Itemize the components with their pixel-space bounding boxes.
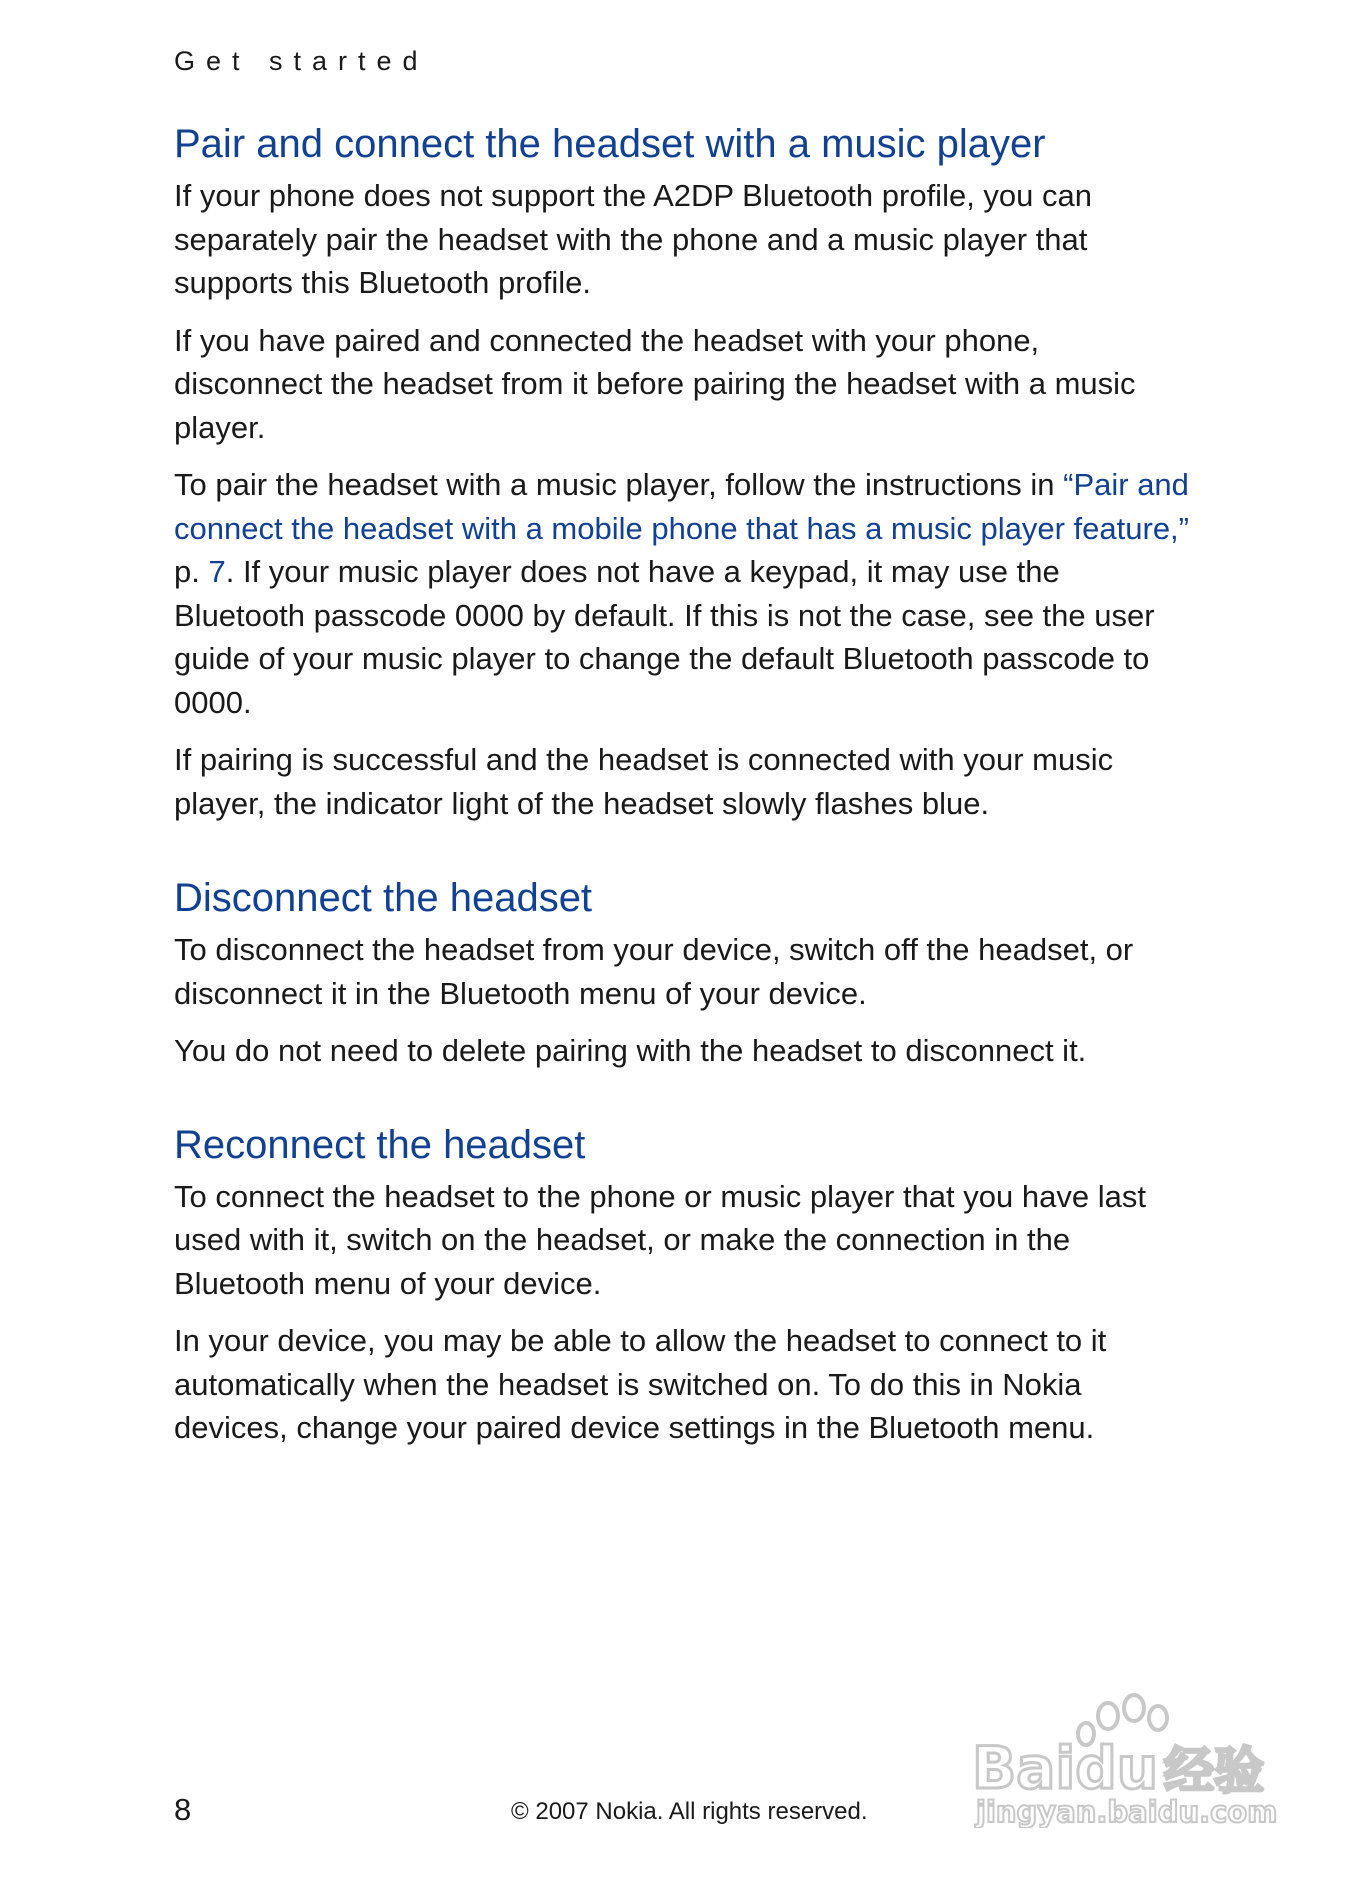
- section-pair-music-player: [174, 118, 1194, 825]
- baidu-jingyan-watermark: [968, 1688, 1288, 1828]
- section-heading: Pair and connect the headset with a music player: [174, 122, 1046, 166]
- paragraph: To connect the headset to the phone or music player that you have last used with it, switch on the headset, or make the connection in the Bluetooth menu of your device.: [174, 1178, 1146, 1301]
- paragraph: If you have paired and connected the headset with your phone, disconnect the headset from it before pairing the headset with a music player.: [174, 322, 1136, 445]
- watermark-brand: Baidu: [972, 1734, 1159, 1802]
- paragraph-text: To pair the headset with a music player, follow the instructions in: [174, 467, 1064, 502]
- paragraph-text: . If your music player does not have a keypad, it may use the Bluetooth passcode 0000 by default. If this is not the case, see the user guide of your music player to change the default Bluetooth passcode to 0000.: [174, 554, 1155, 720]
- paragraph: If pairing is successful and the headset is connected with your music player, the indicator light of the headset slowly flashes blue.: [174, 742, 1114, 821]
- cross-reference-link[interactable]: “Pair and connect the headset with a mobile phone that has a music player feature,”: [174, 467, 1189, 546]
- page-ref-prefix: p.: [174, 554, 209, 589]
- paragraph: You do not need to delete pairing with the headset to disconnect it.: [174, 1033, 1087, 1068]
- section-disconnect: [174, 872, 1194, 1073]
- section-reconnect: [174, 1119, 1194, 1450]
- watermark-cn-text: 经验: [1164, 1742, 1264, 1800]
- paragraph: In your device, you may be able to allow the headset to connect to it automatically when the headset is switched on. To do this in Nokia devices, change your paired device settings in the Bluetooth menu.: [174, 1323, 1107, 1445]
- page-number: 8: [174, 1792, 192, 1827]
- running-head: Get started: [174, 46, 429, 76]
- section-heading: Reconnect the headset: [174, 1122, 586, 1167]
- paragraph: [174, 463, 1194, 724]
- section-heading: Disconnect the headset: [174, 876, 593, 920]
- paragraph: To disconnect the headset from your device, switch off the headset, or disconnect it in the Bluetooth menu of your device.: [174, 932, 1134, 1011]
- page-content: [174, 118, 1194, 1464]
- paragraph: If your phone does not support the A2DP Bluetooth profile, you can separately pair the headset with the phone and a music player that supports this Bluetooth profile.: [174, 178, 1092, 300]
- page-ref-link[interactable]: 7: [208, 554, 226, 589]
- watermark-url: jingyan.baidu.com: [976, 1795, 1278, 1828]
- copyright-notice: © 2007 Nokia. All rights reserved.: [511, 1798, 868, 1825]
